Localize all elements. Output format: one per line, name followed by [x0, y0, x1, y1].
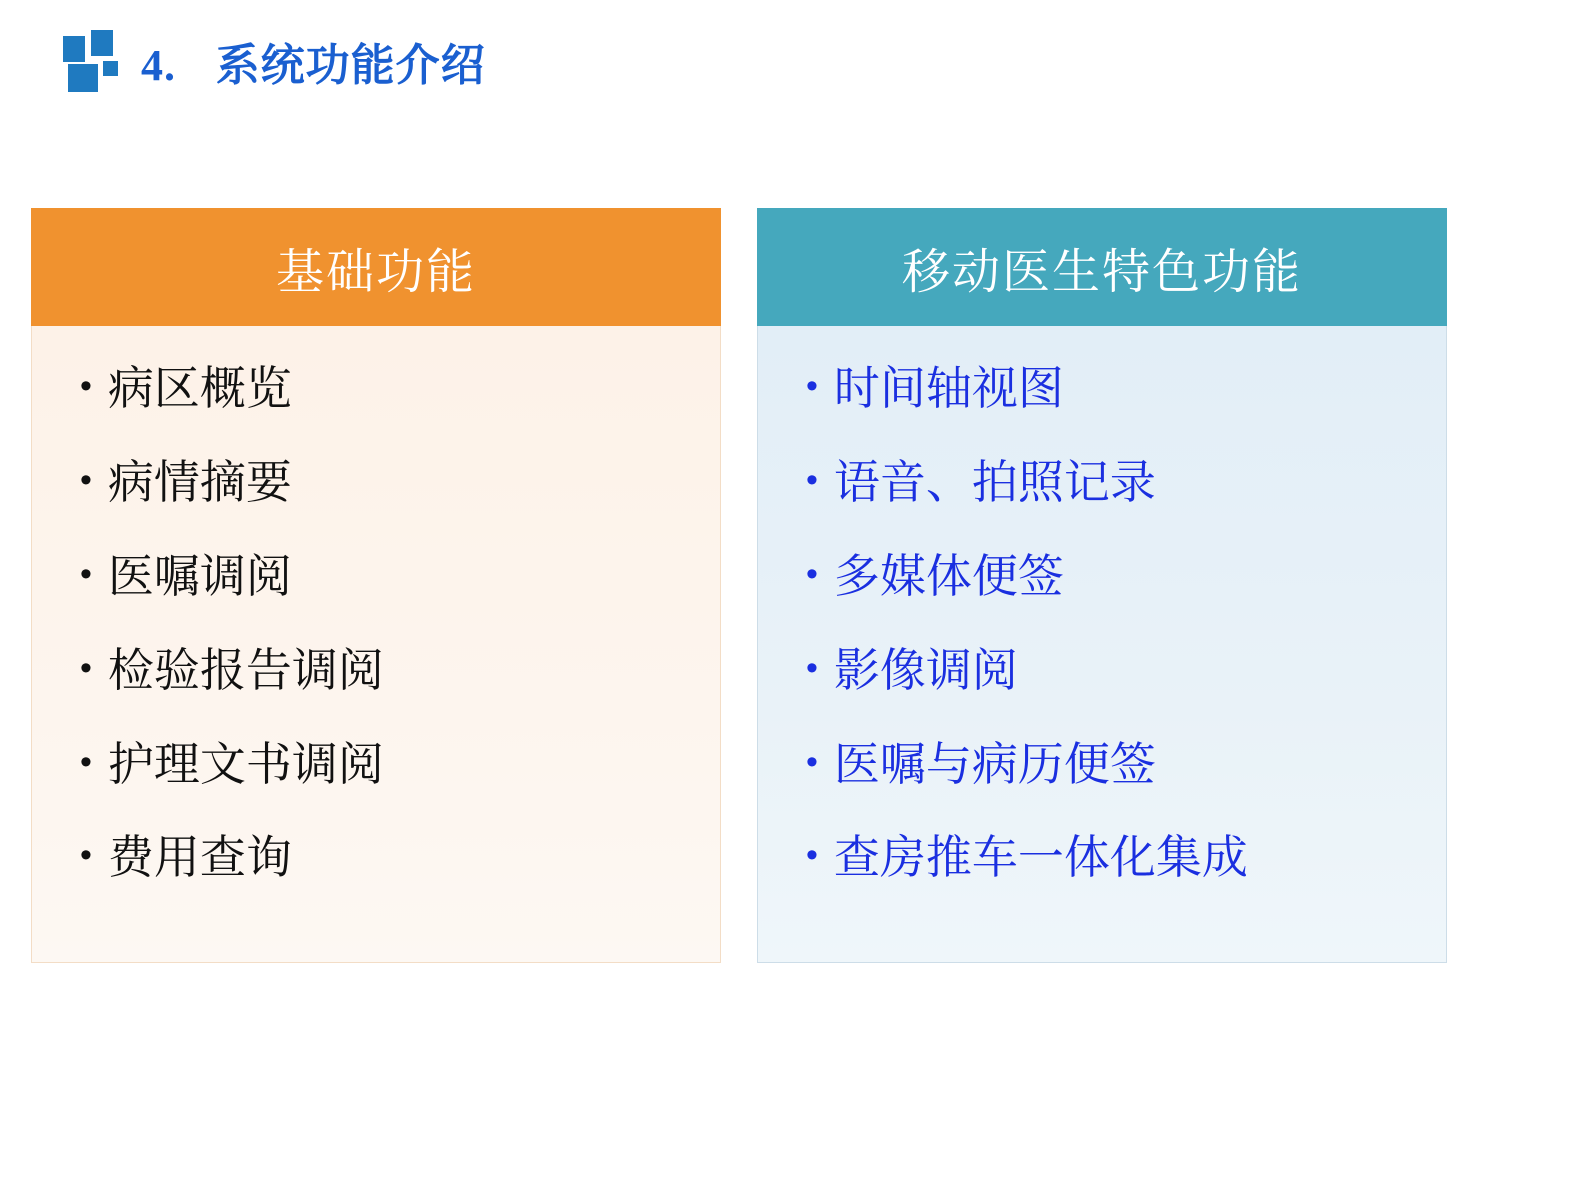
list-item — [806, 362, 1416, 415]
list-item — [806, 738, 1416, 791]
cross-blocks-icon — [63, 30, 119, 92]
list-item — [80, 456, 690, 509]
list-item — [806, 550, 1416, 603]
feature-list-basic — [80, 362, 690, 884]
list-item-label: 医嘱与病历便签 — [833, 737, 1156, 790]
list-item — [806, 644, 1416, 697]
list-item-label: 时间轴视图 — [833, 362, 1064, 414]
list-item-label: 医嘱调阅 — [107, 549, 292, 602]
title-number: 4. — [141, 41, 176, 90]
list-item-label: 病情摘要 — [107, 455, 292, 508]
card-body-mobile — [757, 326, 1447, 963]
bullet-icon: • — [80, 460, 92, 499]
card-header-basic: 基础功能 — [31, 208, 721, 326]
list-item-label: 多媒体便签 — [833, 549, 1064, 602]
list-item — [80, 362, 690, 415]
list-item-label: 检验报告调阅 — [107, 643, 384, 696]
card-body-basic — [31, 326, 721, 963]
feature-list-mobile — [806, 362, 1416, 884]
bullet-icon: • — [806, 367, 818, 405]
list-item-label: 语音、拍照记录 — [833, 455, 1156, 508]
list-item — [80, 831, 690, 884]
list-item — [80, 738, 690, 791]
list-item — [806, 831, 1416, 884]
card-basic-functions — [31, 208, 721, 963]
list-item — [80, 644, 690, 697]
bullet-icon: • — [80, 367, 92, 405]
list-item-label: 查房推车一体化集成 — [833, 831, 1248, 884]
list-item-label: 护理文书调阅 — [107, 737, 384, 790]
list-item — [80, 550, 690, 603]
slide-title-row — [63, 26, 486, 96]
title-label: 系统功能介绍 — [215, 41, 486, 90]
bullet-icon: • — [806, 836, 818, 875]
list-item-label: 病区概览 — [107, 362, 292, 414]
bullet-icon: • — [806, 460, 818, 499]
bullet-icon: • — [80, 742, 92, 781]
list-item-label: 影像调阅 — [833, 643, 1018, 696]
bullet-icon: • — [80, 554, 92, 593]
list-item-label: 费用查询 — [107, 831, 292, 884]
bullet-icon: • — [80, 648, 92, 687]
page-title — [141, 29, 486, 93]
card-mobile-doctor-features — [757, 208, 1447, 963]
bullet-icon: • — [806, 554, 818, 593]
card-header-mobile: 移动医生特色功能 — [757, 208, 1447, 326]
bullet-icon: • — [80, 836, 92, 875]
bullet-icon: • — [806, 648, 818, 687]
bullet-icon: • — [806, 742, 818, 781]
list-item — [806, 456, 1416, 509]
